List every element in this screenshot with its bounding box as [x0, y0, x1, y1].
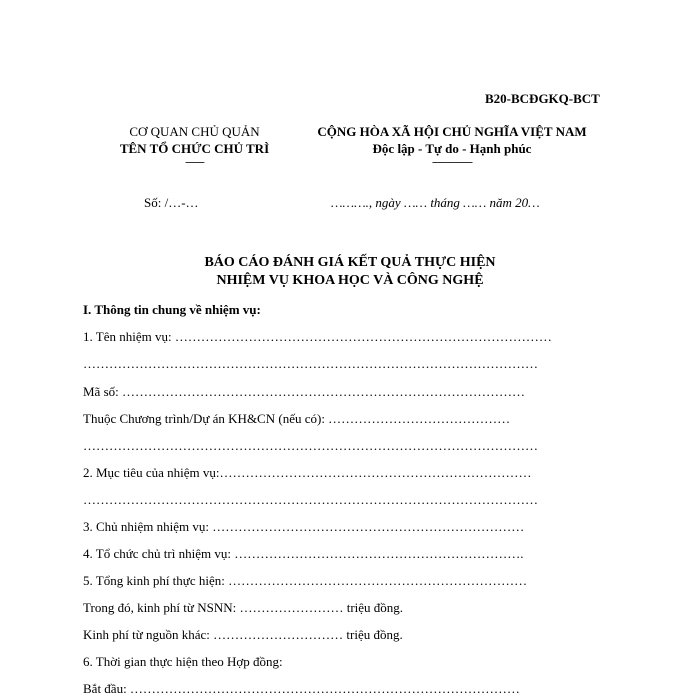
- field-program-cont: ……………………………………………………………………………………………: [83, 438, 538, 453]
- issuer-rule: -------: [185, 156, 204, 168]
- report-title-line-1: BÁO CÁO ĐÁNH GIÁ KẾT QUẢ THỰC HIỆN: [204, 255, 496, 270]
- governing-agency: CƠ QUAN CHỦ QUẢN: [129, 124, 260, 139]
- issuer-header: [92, 123, 297, 167]
- field-start-date: Bắt đầu: ………………………………………………………………………………: [83, 681, 520, 696]
- field-total-budget: 5. Tổng kinh phí thực hiện: ……………………………………………………………: [83, 573, 528, 588]
- field-task-name-cont: ……………………………………………………………………………………………: [83, 356, 538, 371]
- field-contract-duration: 6. Thời gian thực hiện theo Hợp đồng:: [83, 654, 283, 669]
- field-objective-cont: ……………………………………………………………………………………………: [83, 492, 538, 507]
- motto-rule: ---------------: [432, 156, 472, 168]
- field-state-budget: Trong đó, kinh phí từ NSNN: …………………… triệu đồng.: [83, 600, 404, 615]
- section-heading-general-info: I. Thông tin chung về nhiệm vụ:: [83, 302, 261, 317]
- report-title-line-2: NHIỆM VỤ KHOA HỌC VÀ CÔNG NGHỆ: [216, 273, 484, 288]
- country-name: CỘNG HÒA XÃ HỘI CHỦ NGHĨA VIỆT NAM: [317, 124, 587, 139]
- form-code: B20-BCĐGKQ-BCT: [485, 91, 600, 106]
- national-header: [282, 123, 622, 167]
- document-date: ………., ngày …… tháng …… năm 20…: [331, 195, 540, 210]
- document-number: Số: /…-…: [144, 195, 199, 210]
- field-program: Thuộc Chương trình/Dự án KH&CN (nếu có): ……………………………………: [83, 411, 511, 426]
- field-host-organization: 4. Tổ chức chủ trì nhiệm vụ: ………………………………………………………….: [83, 546, 524, 561]
- field-other-budget: Kinh phí từ nguồn khác: ………………………… triệu đồng.: [83, 627, 403, 642]
- report-title: [150, 254, 550, 290]
- national-motto: Độc lập - Tự do - Hạnh phúc: [372, 141, 532, 156]
- field-task-name: 1. Tên nhiệm vụ: ……………………………………………………………………………: [83, 329, 552, 344]
- field-code: Mã số: …………………………………………………………………………………: [83, 384, 525, 399]
- field-task-leader: 3. Chủ nhiệm nhiệm vụ: ………………………………………………………………: [83, 519, 525, 534]
- host-organization: TÊN TỔ CHỨC CHỦ TRÌ: [119, 141, 270, 156]
- field-objective: 2. Mục tiêu của nhiệm vụ:………………………………………………………………: [83, 465, 532, 480]
